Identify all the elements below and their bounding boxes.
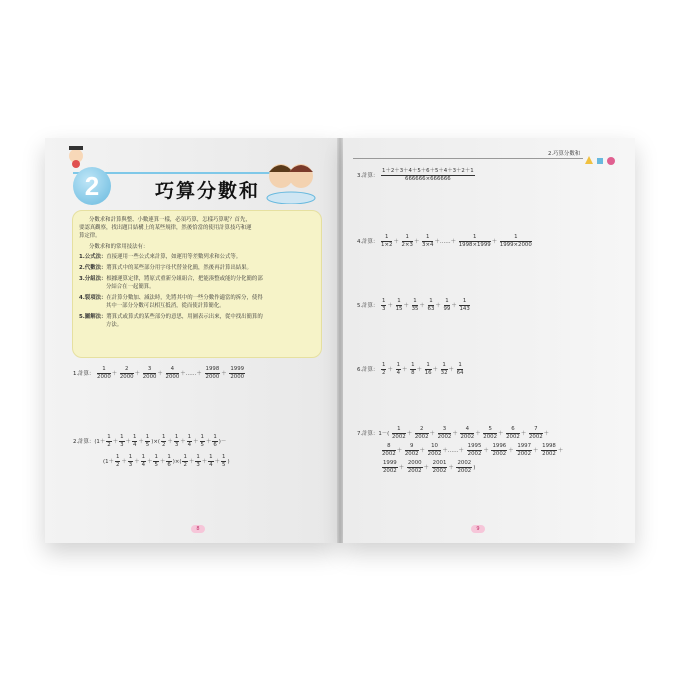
chapter-number-badge: 2 bbox=[73, 167, 111, 205]
problem-3: 3.計算： $\frac{1+2+3+4+5+6+5+4+3+2+1}{666666\times 666666}$ bbox=[357, 168, 474, 182]
problem-6: 6.計算： $\frac{1}{2}$ ＋ $\frac{1}{4}$ ＋ $\frac{1}{8}$ ＋ $\frac{1}{16}$ ＋ $\frac{1}{32}$ ＋ $\frac{1}{64}$ bbox=[357, 362, 464, 376]
page-number: 8 bbox=[191, 525, 205, 533]
problem-7: 7.計算：1－( $\frac{1}{2002}$ ＋ $\frac{2}{2002}$ ＋ $\frac{3}{2002}$ ＋ $\frac{4}{2002}$ ＋ $\frac{5}{2002}$ ＋ $\frac{6}{2002}$ ＋ $\frac{7}{2002}$ ＋ bbox=[357, 426, 550, 440]
problem-4: 4.計算： $\frac{1}{1\times 2}$ ＋ $\frac{1}{2\times 3}$ ＋ $\frac{1}{3\times 4}$ ＋……＋ $\frac{1}{1998\times 1999}$ ＋ $\frac{1}{1999\times 2000}$ bbox=[357, 234, 532, 248]
fraction: $\frac{4}{2000}$ bbox=[165, 366, 180, 380]
chapter-title: 巧算分數和 bbox=[155, 180, 261, 202]
student-mascot-icon bbox=[63, 142, 89, 168]
decor-figures-icon bbox=[581, 152, 621, 166]
fraction: $\frac{1999}{2000}$ bbox=[230, 366, 245, 380]
left-page bbox=[45, 138, 337, 543]
page-number: 9 bbox=[471, 525, 485, 533]
intro-text: 分數求和計算與整、小數連算一樣，必須巧算，怎樣巧算呢？首先， 要認真觀察，找出題目結構上的某些規律，然後恰當的使用計算技巧和運 算定律。 bbox=[79, 217, 252, 239]
fraction: $\frac{1998}{2000}$ bbox=[205, 366, 220, 380]
right-page bbox=[343, 138, 635, 543]
problem-1: 1.計算： $\frac{1}{2000}$ ＋ $\frac{2}{2000}$ ＋ $\frac{3}{2000}$ ＋ $\frac{4}{2000}$ ＋……＋ $\frac{1998}{2000}$ ＋ $\frac{1999}{2000}$ bbox=[73, 366, 245, 380]
kids-mascot-icon bbox=[263, 158, 319, 204]
fraction: $\frac{1}{2000}$ bbox=[97, 366, 111, 380]
methods-box bbox=[72, 210, 322, 358]
problem-2: 2.計算：(1＋ $\frac{1}{2}$ ＋ $\frac{1}{3}$ ＋ $\frac{1}{4}$ ＋ $\frac{1}{5}$ )×( $\frac{1}{2}$ ＋ $\frac{1}{3}$ ＋ $\frac{1}{4}$ ＋ $\frac{1}{5}$ ＋ $\frac{1}{6}$ )－ bbox=[73, 434, 227, 448]
problem-7-line-2: $\frac{8}{2002}$ ＋ $\frac{9}{2002}$ ＋ $\frac{10}{2002}$ ＋……＋ $\frac{1995}{2002}$ ＋ $\frac{1996}{2002}$ ＋ $\frac{1997}{2002}$ ＋ $\frac{1998}{2002}$ ＋ bbox=[382, 443, 564, 457]
methods-list: 1.公式法：直接運用一些公式來計算，如運用等差數列求和公式等。 2.代數法：將算式中的某些部分用字母代替並化簡，然後再計算出結果。 3.分組法：根據運算定律，將原式重新分組組合，把能湊整或能約分化簡的部 分結合在一起簡算。 4.裂項法：在計算分數加、減法時，先將其中的一些分數作適當的拆分，使得 其中一部分分數可以相互抵消，從而使計算簡化。 5.圖解法：將算式或算式的某些部分的意思，用圖表示出來，從中找出簡算的 方法。 bbox=[79, 254, 263, 328]
running-header: 2.巧算分數和 bbox=[548, 151, 581, 157]
fraction: $\frac{2}{2000}$ bbox=[119, 366, 134, 380]
methods-heading: 分數求和的常用技法有： bbox=[89, 244, 149, 250]
problem-2-line-2: (1＋ $\frac{1}{2}$ ＋ $\frac{1}{3}$ ＋ $\frac{1}{4}$ ＋ $\frac{1}{5}$ ＋ $\frac{1}{6}$ )×( $\frac{1}{2}$ ＋ $\frac{1}{3}$ ＋ $\frac{1}{4}$ ＋ $\frac{1}{5}$ ) bbox=[103, 454, 230, 468]
problem-5: 5.計算： $\frac{1}{3}$ ＋ $\frac{1}{15}$ ＋ $\frac{1}{35}$ ＋ $\frac{1}{63}$ ＋ $\frac{1}{99}$ ＋ $\frac{1}{143}$ bbox=[357, 298, 470, 312]
problem-7-line-3: $\frac{1999}{2002}$ ＋ $\frac{2000}{2002}$ ＋ $\frac{2001}{2002}$ ＋ $\frac{2002}{2002}$ ) bbox=[383, 460, 476, 474]
header-rule bbox=[353, 158, 583, 159]
fraction: $\frac{3}{2000}$ bbox=[142, 366, 157, 380]
